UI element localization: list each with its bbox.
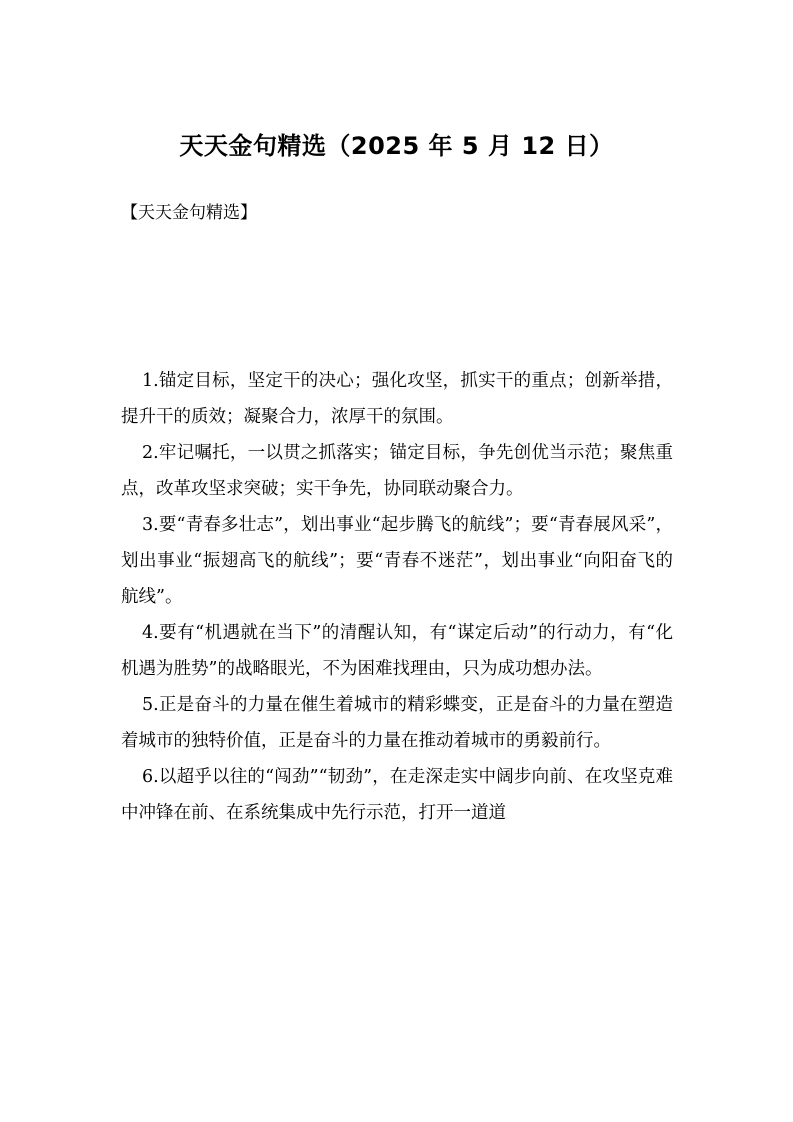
document-body (121, 363, 673, 831)
paragraph-3: 3.要“青春多壮志”，划出事业“起步腾飞的航线”；要“青春展风采”，划出事业“振翅高飞的航线”；要“青春不迷茫”，划出事业“向阳奋飞的航线”。 (121, 515, 673, 607)
document-title: 天天金句精选（2025 年 5 月 12 日） (179, 132, 614, 160)
section-label: 【天天金句精选】 (121, 203, 257, 223)
paragraph-2: 2.牢记嘱托，一以贯之抓落实；锚定目标，争先创优当示范；聚焦重点，改革攻坚求突破；实干争先，协同联动聚合力。 (121, 443, 673, 499)
paragraph-4: 4.要有“机遇就在当下”的清醒认知，有“谋定后动”的行动力，有“化机遇为胜势”的战略眼光，不为困难找理由，只为成功想办法。 (121, 623, 673, 679)
paragraph-5: 5.正是奋斗的力量在催生着城市的精彩蝶变，正是奋斗的力量在塑造着城市的独特价值，正是奋斗的力量在推动着城市的勇毅前行。 (121, 695, 673, 751)
paragraph-1: 1.锚定目标，坚定干的决心；强化攻坚，抓实干的重点；创新举措，提升干的质效；凝聚合力，浓厚干的氛围。 (121, 371, 673, 427)
paragraph-6: 6.以超乎以往的“闯劲”“韧劲”，在走深走实中阔步向前、在攻坚克难中冲锋在前、在系统集成中先行示范，打开一道道 (121, 767, 673, 823)
